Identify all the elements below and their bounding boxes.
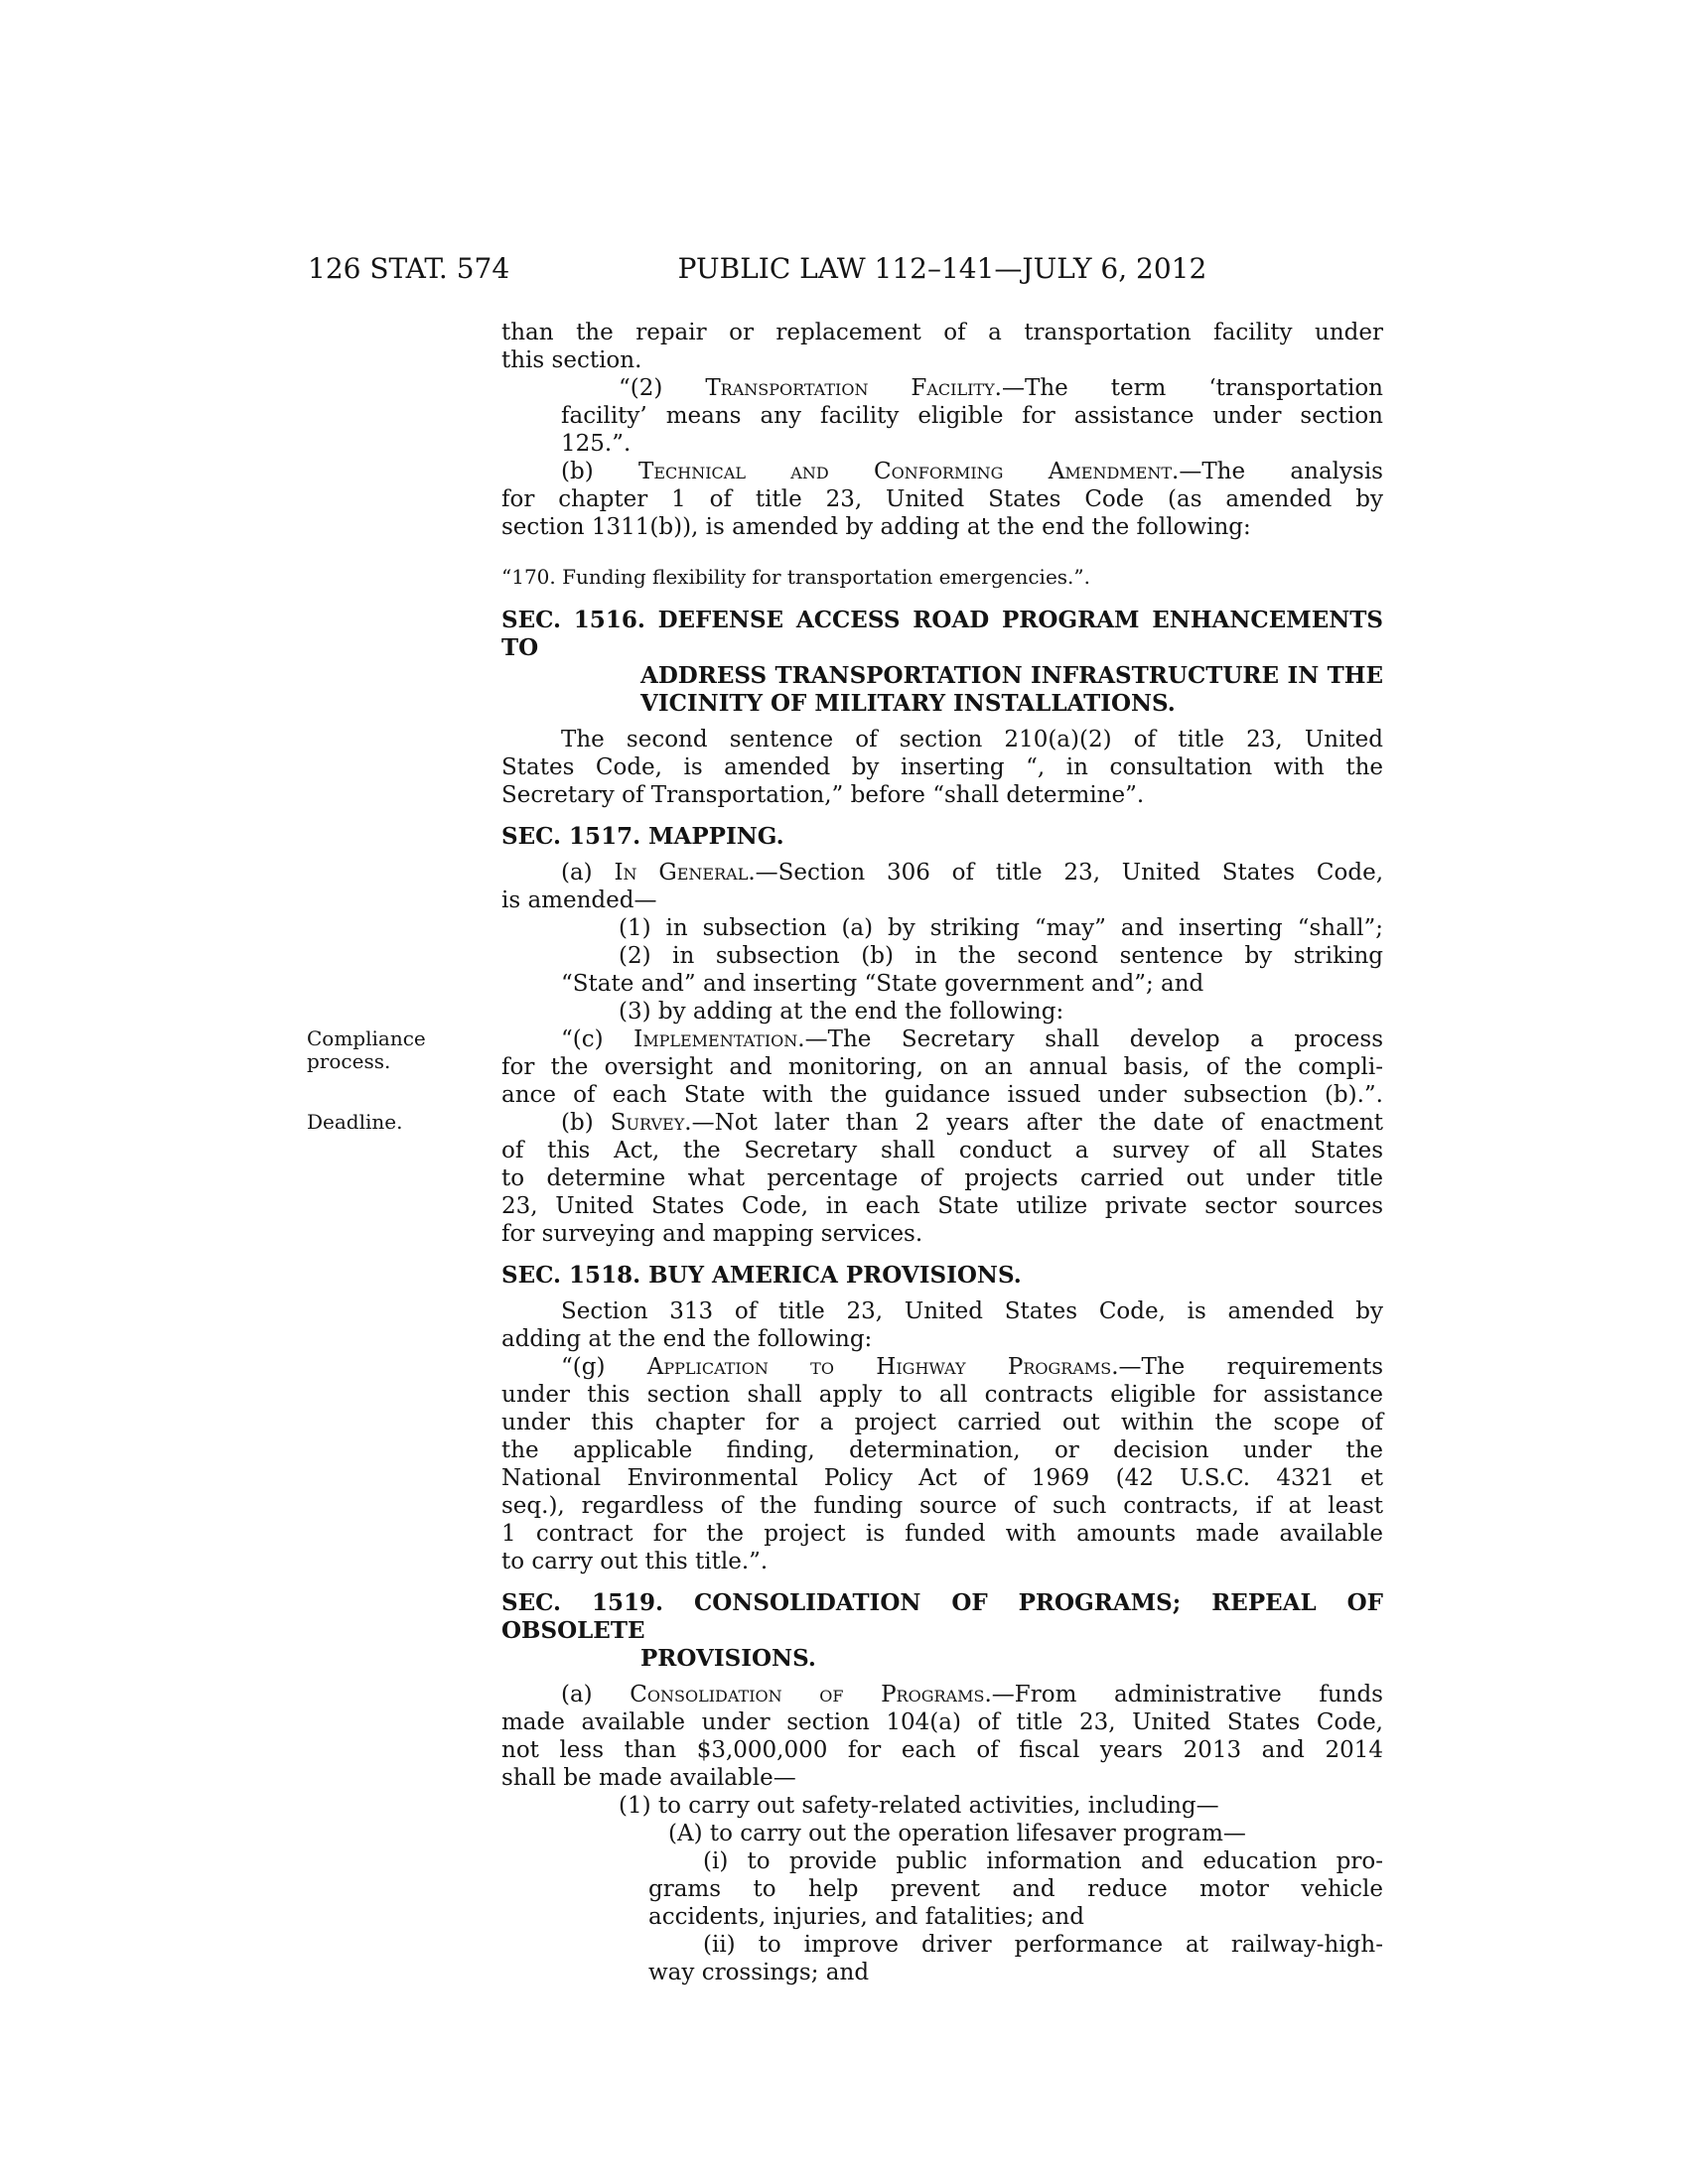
text-segment: SEC. 1517. MAPPING. xyxy=(501,823,784,850)
text-segment: to carry out this title.”. xyxy=(501,1549,769,1574)
text-segment: SEC. 1519. CONSOLIDATION OF PROGRAMS; REPEAL OF OBSOLETE xyxy=(501,1589,1383,1644)
text-line xyxy=(501,430,1383,458)
text-segment: .—The requirements xyxy=(1111,1354,1383,1380)
text-line xyxy=(501,1192,1383,1220)
text-segment: is amended— xyxy=(501,887,657,913)
text-line xyxy=(501,914,1383,942)
text-segment: under this section shall apply to all contracts eligible for assistance xyxy=(501,1382,1383,1408)
text-line xyxy=(501,823,1383,851)
text-line xyxy=(501,1764,1383,1792)
text-segment: adding at the end the following: xyxy=(501,1326,873,1352)
text-line xyxy=(501,1931,1383,1959)
text-segment: .—From administrative funds xyxy=(984,1682,1383,1707)
text-segment: .—Section 306 of title 23, United States Code, xyxy=(748,860,1383,886)
text-line xyxy=(501,690,1383,718)
text-segment: .—The analysis xyxy=(1172,459,1383,484)
text-line xyxy=(501,662,1383,690)
text-segment: ance of each State with the guidance issued under subsection (b).”. xyxy=(501,1082,1383,1108)
text-segment: (i) to provide public information and education pro- xyxy=(703,1848,1383,1874)
text-segment: “170. Funding flexibility for transportation emergencies.”. xyxy=(501,565,1090,589)
text-segment: Implementation xyxy=(633,1026,798,1052)
text-segment: (2) in subsection (b) in the second sentence by striking xyxy=(619,943,1383,969)
section-heading xyxy=(501,823,1383,851)
text-segment: VICINITY OF MILITARY INSTALLATIONS. xyxy=(640,690,1176,717)
text-segment: The second sentence of section 210(a)(2) of title 23, United xyxy=(561,727,1383,752)
margin-note: Compliance process. xyxy=(307,1026,426,1073)
text-segment: way crossings; and xyxy=(648,1960,870,1985)
text-line xyxy=(307,1109,1383,1137)
text-line xyxy=(501,1325,1383,1353)
text-line xyxy=(501,1708,1383,1736)
paragraph xyxy=(501,319,1383,374)
text-segment: “(2) xyxy=(619,375,706,401)
text-line xyxy=(501,1548,1383,1575)
text-segment: seq.), regardless of the funding source of such contracts, if at least xyxy=(501,1493,1383,1519)
paragraph xyxy=(501,1297,1383,1353)
text-line xyxy=(501,1053,1383,1081)
text-segment: than the repair or replacement of a transportation facility under xyxy=(501,320,1383,345)
text-line xyxy=(501,1297,1383,1325)
text-segment: 23, United States Code, in each State utilize private sector sources xyxy=(501,1193,1383,1219)
text-line xyxy=(501,346,1383,374)
text-line xyxy=(501,1381,1383,1409)
text-line xyxy=(501,1520,1383,1548)
text-segment: National Environmental Policy Act of 1969 (42 U.S.C. 4321 et xyxy=(501,1465,1383,1491)
paragraph xyxy=(501,914,1383,1025)
text-segment: “(c) xyxy=(561,1026,634,1052)
text-line xyxy=(501,485,1383,513)
text-segment: ADDRESS TRANSPORTATION INFRASTRUCTURE IN THE xyxy=(640,662,1383,689)
text-line xyxy=(501,1464,1383,1492)
text-segment: (b) xyxy=(561,1110,611,1136)
text-segment: SEC. 1516. DEFENSE ACCESS ROAD PROGRAM ENHANCEMENTS TO xyxy=(501,607,1383,661)
text-segment: facility’ means any facility eligible for assistance under section xyxy=(561,403,1383,429)
text-line xyxy=(501,1137,1383,1164)
text-segment: 1 contract for the project is funded with amounts made available xyxy=(501,1521,1383,1547)
paragraph xyxy=(501,458,1383,541)
document-body xyxy=(307,319,1383,1986)
text-line xyxy=(501,458,1383,485)
text-segment: for the oversight and monitoring, on an annual basis, of the compli- xyxy=(501,1054,1383,1080)
text-line xyxy=(501,1589,1383,1645)
text-line xyxy=(501,1820,1383,1847)
text-segment: under this chapter for a project carried out within the scope of xyxy=(501,1410,1383,1435)
text-line xyxy=(501,887,1383,914)
law-title: PUBLIC LAW 112–141—JULY 6, 2012 xyxy=(677,252,1207,285)
text-line xyxy=(501,970,1383,998)
text-segment: 125.”. xyxy=(561,431,632,457)
toc-entry xyxy=(501,565,1383,593)
text-segment: of this Act, the Secretary shall conduct a survey of all States xyxy=(501,1138,1383,1163)
text-line xyxy=(501,781,1383,809)
text-segment: Transportation Facility xyxy=(705,375,995,401)
section-heading xyxy=(501,1589,1383,1673)
text-line xyxy=(501,1847,1383,1875)
text-line xyxy=(501,1492,1383,1520)
text-segment: (3) by adding at the end the following: xyxy=(619,999,1064,1024)
text-segment: (a) xyxy=(561,1682,631,1707)
text-segment: “State and” and inserting “State government and”; and xyxy=(561,971,1204,997)
section-heading xyxy=(501,1262,1383,1290)
text-segment: .—The Secretary shall develop a process xyxy=(797,1026,1383,1052)
section-heading xyxy=(501,607,1383,718)
text-segment: (A) to carry out the operation lifesaver program— xyxy=(668,1821,1246,1846)
text-line xyxy=(501,1736,1383,1764)
text-line xyxy=(501,753,1383,781)
text-line xyxy=(501,942,1383,970)
text-line xyxy=(501,859,1383,887)
text-line xyxy=(501,319,1383,346)
text-segment: made available under section 104(a) of title 23, United States Code, xyxy=(501,1709,1383,1735)
text-line xyxy=(501,1681,1383,1708)
text-line xyxy=(501,1645,1383,1673)
text-line xyxy=(501,1164,1383,1192)
text-segment: States Code, is amended by inserting “, in consultation with the xyxy=(501,754,1383,780)
text-line xyxy=(501,1875,1383,1903)
text-segment: (1) to carry out safety-related activities, including— xyxy=(619,1793,1219,1819)
paragraph xyxy=(501,859,1383,914)
paragraph xyxy=(307,1109,1383,1248)
text-segment: (1) in subsection (a) by striking “may” and inserting “shall”; xyxy=(619,915,1383,941)
text-line xyxy=(501,565,1383,593)
text-line xyxy=(501,1903,1383,1931)
text-line xyxy=(501,402,1383,430)
text-line xyxy=(501,1959,1383,1986)
text-segment: for chapter 1 of title 23, United States Code (as amended by xyxy=(501,486,1383,512)
text-segment: “(g) xyxy=(561,1354,647,1380)
text-line xyxy=(501,1436,1383,1464)
page-number: 126 STAT. 574 xyxy=(308,252,510,285)
text-segment: Application to Highway Programs xyxy=(646,1354,1112,1380)
text-line xyxy=(501,1220,1383,1248)
text-segment: the applicable finding, determination, or decision under the xyxy=(501,1437,1383,1463)
text-segment: Technical and Conforming Amendment xyxy=(638,459,1173,484)
text-segment: Secretary of Transportation,” before “shall determine”. xyxy=(501,782,1145,808)
text-segment: not less than $3,000,000 for each of fiscal years 2013 and 2014 xyxy=(501,1737,1383,1763)
text-segment: section 1311(b)), is amended by adding at the end the following: xyxy=(501,514,1251,540)
text-segment: accidents, injuries, and fatalities; and xyxy=(648,1904,1084,1930)
text-segment: to determine what percentage of projects carried out under title xyxy=(501,1165,1383,1191)
paragraph xyxy=(501,1792,1383,1986)
paragraph xyxy=(501,1353,1383,1575)
paragraph xyxy=(501,374,1383,458)
text-line xyxy=(501,374,1383,402)
text-segment: Consolidation of Programs xyxy=(630,1682,985,1707)
text-line xyxy=(501,1081,1383,1109)
text-line xyxy=(501,1409,1383,1436)
paragraph xyxy=(501,726,1383,809)
text-segment: SEC. 1518. BUY AMERICA PROVISIONS. xyxy=(501,1262,1022,1289)
margin-note: Deadline. xyxy=(307,1110,403,1134)
text-segment: this section. xyxy=(501,347,642,373)
text-line xyxy=(501,513,1383,541)
text-segment: (a) xyxy=(561,860,615,886)
text-segment: shall be made available— xyxy=(501,1765,796,1791)
text-segment: (b) xyxy=(561,459,638,484)
text-segment: .—Not later than 2 years after the date of enactment xyxy=(684,1110,1383,1136)
text-line xyxy=(501,726,1383,753)
text-segment: Section 313 of title 23, United States Code, is amended by xyxy=(561,1298,1383,1324)
text-line xyxy=(501,998,1383,1025)
text-segment: grams to help prevent and reduce motor vehicle xyxy=(648,1876,1383,1902)
text-line xyxy=(501,1262,1383,1290)
text-segment: Survey xyxy=(610,1110,685,1136)
text-segment: PROVISIONS. xyxy=(640,1645,816,1672)
paragraph xyxy=(501,1681,1383,1792)
text-segment: (ii) to improve driver performance at railway-high- xyxy=(703,1932,1383,1958)
text-line xyxy=(501,607,1383,662)
text-segment: In General xyxy=(614,860,749,886)
text-line xyxy=(501,1353,1383,1381)
text-segment: for surveying and mapping services. xyxy=(501,1221,923,1247)
text-line xyxy=(501,1792,1383,1820)
paragraph xyxy=(307,1025,1383,1109)
text-segment: .—The term ‘transportation xyxy=(994,375,1383,401)
